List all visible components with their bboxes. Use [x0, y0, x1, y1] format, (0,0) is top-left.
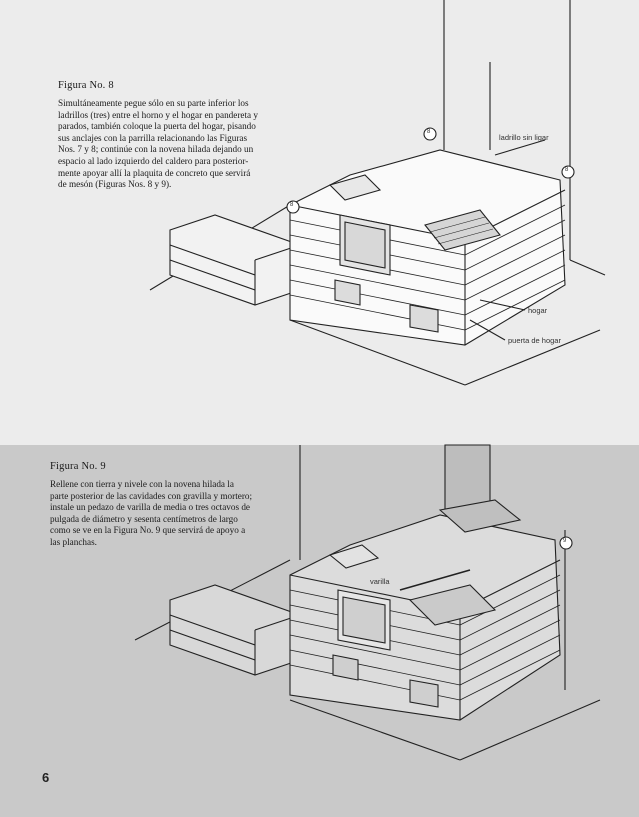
marker-8-a: 8 — [427, 129, 431, 135]
marker-8-b: 8 — [290, 202, 294, 208]
page-number: 6 — [42, 770, 50, 785]
label-puerta-de-hogar: puerta de hogar — [508, 336, 561, 345]
figure-8-caption: Simultáneamente pegue sólo en su parte inferior los ladrillos (tres) entre el horno y el hogar en pandereta y parados, también coloque la puerta del hogar, pisando sus anclajes con la parrilla relacionando las Figuras Nos. 7 y 8; continúe con la novena hilada dejando un espacio al lado izquierdo del caldero para posterior- mente apoyar allí la plaquita de concreto que servirá de mesón (Figuras Nos. 8 y 9). — [58, 98, 259, 190]
label-ladrillo-sin-ligar: ladrillo sin ligar — [499, 133, 549, 142]
figure-9-caption: Rellene con tierra y nivele con la novena hilada la parte posterior de las cavidades con gravilla y mortero; instale un pedazo de varilla de media o tres octavos de pulgada de diámetro y sesenta centímetros de largo como se ve en la Figura No. 9 que servirá de apoyo a las planchas. — [50, 479, 253, 547]
figure-9-title: Figura No. 9 — [50, 461, 106, 472]
marker-9: 9 — [563, 538, 567, 544]
marker-8-c: 8 — [565, 167, 569, 173]
label-hogar: hogar — [528, 306, 548, 315]
figure-8-title: Figura No. 8 — [58, 80, 114, 91]
label-varilla: varilla — [370, 577, 390, 586]
